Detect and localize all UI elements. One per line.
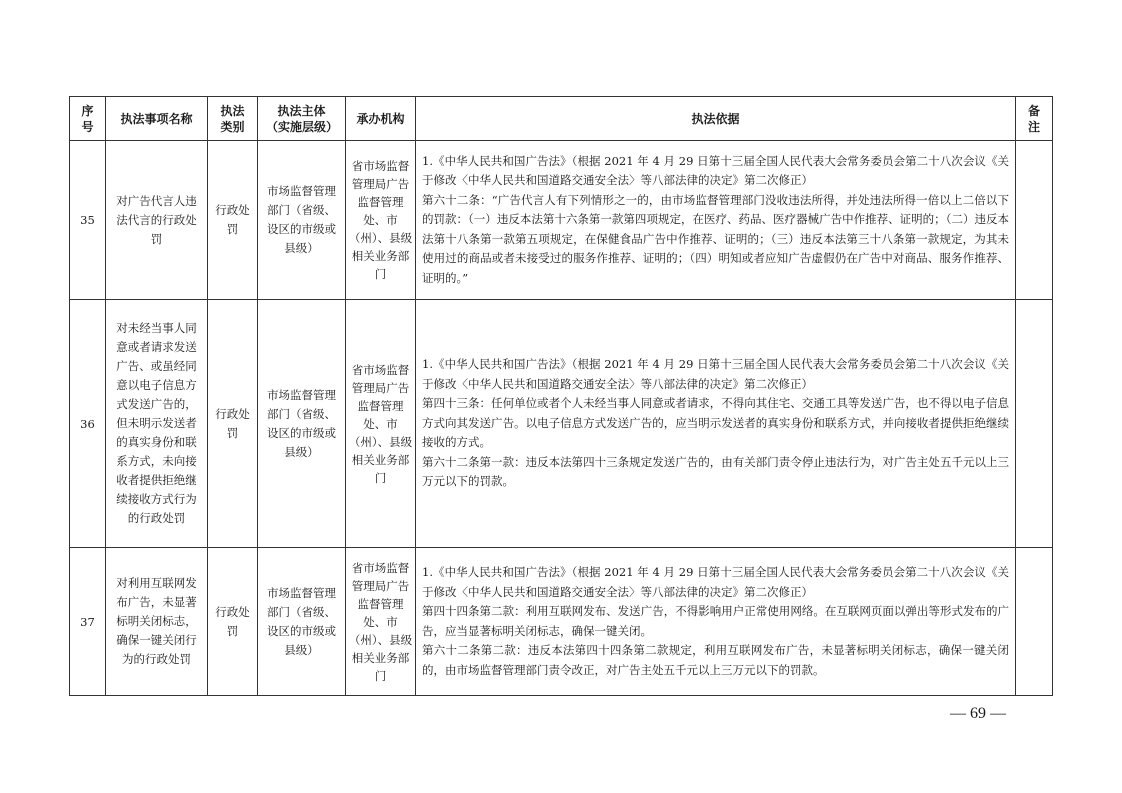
item-name: 对广告代言人违法代言的行政处罚: [106, 141, 208, 300]
row-number: 37: [70, 548, 106, 696]
item-basis: [416, 141, 1016, 300]
header-seq: 序号: [70, 97, 106, 141]
item-category: 行政处罚: [208, 300, 258, 548]
item-remark: [1016, 300, 1053, 548]
basis-paragraph: 1.《中华人民共和国广告法》（根据 2021 年 4 月 29 日第十三届全国人民代表大会常务委员会第二十八次会议《关于修改〈中华人民共和国道路交通安全法〉等八部法律的决定》第二次修正）: [422, 153, 1009, 188]
item-category: 行政处罚: [208, 141, 258, 300]
item-category: 行政处罚: [208, 548, 258, 696]
table-header-row: [70, 97, 1053, 141]
item-remark: [1016, 141, 1053, 300]
item-subject: 市场监督管理部门（省级、设区的市级或县级）: [258, 300, 346, 548]
basis-paragraph: 第四十三条：任何单位或者个人未经当事人同意或者请求，不得向其住宅、交通工具等发送广告，也不得以电子信息方式向其发送广告。以电子信息方式发送广告的，应当明示发送者的真实身份和联系方式，并向接收者提供拒绝继续接收的方式。: [422, 396, 1009, 450]
header-org: 承办机构: [346, 97, 416, 141]
item-basis: [416, 548, 1016, 696]
header-subject: 执法主体（实施层级）: [258, 97, 346, 141]
item-basis: [416, 300, 1016, 548]
basis-paragraph: 第六十二条第二款：违反本法第四十四条第二款规定，利用互联网发布广告，未显著标明关闭标志，确保一键关闭的，由市场监督管理部门责令改正，对广告主处五千元以上三万元以下的罚款。: [422, 643, 1009, 677]
header-category: 执法类别: [208, 97, 258, 141]
row-number: 36: [70, 300, 106, 548]
item-org: 省市场监督管理局广告监督管理处、市（州）、县级相关业务部门: [346, 548, 416, 696]
item-subject: 市场监督管理部门（省级、设区的市级或县级）: [258, 548, 346, 696]
item-name: 对未经当事人同意或者请求发送广告、或虽经同意以电子信息方式发送广告的，但未明示发送者的真实身份和联系方式，未向接收者提供拒绝继续接收方式行为的行政处罚: [106, 300, 208, 548]
item-org: 省市场监督管理局广告监督管理处、市（州）、县级相关业务部门: [346, 141, 416, 300]
header-basis: 执法依据: [416, 97, 1016, 141]
item-subject: 市场监督管理部门（省级、设区的市级或县级）: [258, 141, 346, 300]
item-name: 对利用互联网发布广告，未显著标明关闭标志，确保一键关闭行为的行政处罚: [106, 548, 208, 696]
header-remark: 备注: [1016, 97, 1053, 141]
basis-paragraph: 1.《中华人民共和国广告法》（根据 2021 年 4 月 29 日第十三届全国人民代表大会常务委员会第二十八次会议《关于修改〈中华人民共和国道路交通安全法〉等八部法律的决定》第二次修正）: [422, 357, 1009, 391]
basis-paragraph: 第四十四条第二款：利用互联网发布、发送广告，不得影响用户正常使用网络。在互联网页面以弹出等形式发布的广告，应当显著标明关闭标志，确保一键关闭。: [422, 604, 1009, 638]
table-row: [70, 548, 1053, 696]
table-row: [70, 141, 1053, 300]
table-row: [70, 300, 1053, 548]
item-org: 省市场监督管理局广告监督管理处、市（州）、县级相关业务部门: [346, 300, 416, 548]
row-number: 35: [70, 141, 106, 300]
basis-paragraph: 第六十二条：“广告代言人有下列情形之一的，由市场监督管理部门没收违法所得，并处违法所得一倍以上二倍以下的罚款：（一）违反本法第十六条第一款第四项规定，在医疗、药品、医疗器械广告中作推荐、证明的；（二）违反本法第十八条第一款第五项规定，在保健食品广告中作推荐、证明的；（三）违反本法第三十八条第一款规定，为其未使用过的商品或者未接受过的服务作推荐、证明的；（四）明知或者应知广告虚假仍在广告中对商品、服务作推荐、证明的。”: [422, 192, 1009, 285]
basis-paragraph: 第六十二条第一款：违反本法第四十三条规定发送广告的，由有关部门责令停止违法行为，对广告主处五千元以上三万元以下的罚款。: [422, 454, 1009, 489]
basis-paragraph: 1.《中华人民共和国广告法》（根据 2021 年 4 月 29 日第十三届全国人民代表大会常务委员会第二十八次会议《关于修改〈中华人民共和国道路交通安全法〉等八部法律的决定》第二次修正）: [422, 565, 1009, 599]
item-remark: [1016, 548, 1053, 696]
header-name: 执法事项名称: [106, 97, 208, 141]
page-number: — 69 —: [950, 705, 1006, 722]
enforcement-table: [69, 96, 1053, 696]
